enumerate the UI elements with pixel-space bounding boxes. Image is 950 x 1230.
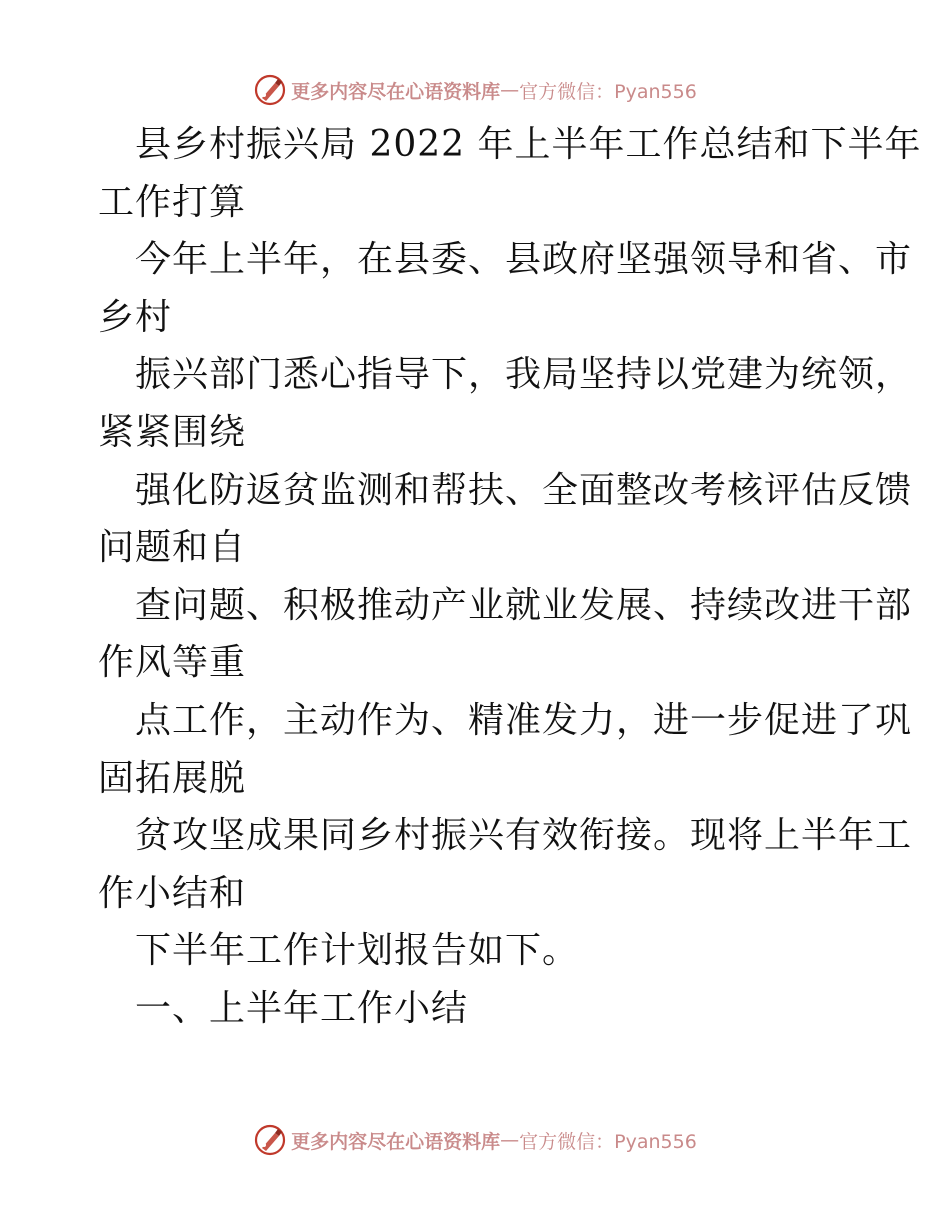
section-heading: 一、上半年工作小结 — [135, 987, 469, 1029]
paragraph-line: 作风等重 — [98, 642, 247, 684]
banner-site-text: 更多内容尽在心语资料库 — [291, 80, 501, 103]
pen-logo-icon — [253, 73, 287, 107]
paragraph-line: 强化防返贫监测和帮扶、全面整改考核评估反馈 — [135, 469, 913, 511]
paragraph-line: 下半年工作计划报告如下。 — [135, 930, 580, 972]
paragraph-line: 贫攻坚成果同乡村振兴有效衔接。现将上半年工 — [135, 815, 913, 857]
paragraph-line: 乡村 — [98, 296, 173, 338]
banner-site-text: 更多内容尽在心语资料库 — [291, 1130, 501, 1153]
paragraph-line: 作小结和 — [98, 872, 247, 914]
banner-wechat-text: 官方微信：Pyan556 — [519, 1130, 697, 1153]
banner-dash: — — [500, 79, 520, 101]
paragraph-line: 查问题、积极推动产业就业发展、持续改进干部 — [135, 584, 913, 626]
paragraph-line: 今年上半年，在县委、县政府坚强领导和省、市 — [135, 239, 913, 281]
banner-wechat-text: 官方微信：Pyan556 — [519, 80, 697, 103]
banner-dash: — — [500, 1129, 520, 1151]
paragraph-line: 紧紧围绕 — [98, 411, 247, 453]
paragraph-line: 固拓展脱 — [98, 757, 247, 799]
header-banner — [0, 70, 950, 110]
paragraph-line: 振兴部门悉心指导下，我局坚持以党建为统领， — [135, 354, 913, 396]
title-line-1: 县乡村振兴局 2022 年上半年工作总结和下半年 — [135, 124, 922, 165]
footer-banner — [0, 1120, 950, 1160]
title-line-2: 工作打算 — [98, 181, 247, 223]
pen-logo-icon — [253, 1123, 287, 1157]
paragraph-line: 问题和自 — [98, 527, 247, 569]
paragraph-line: 点工作，主动作为、精准发力，进一步促进了巩 — [135, 699, 913, 741]
document-body — [98, 116, 922, 1038]
